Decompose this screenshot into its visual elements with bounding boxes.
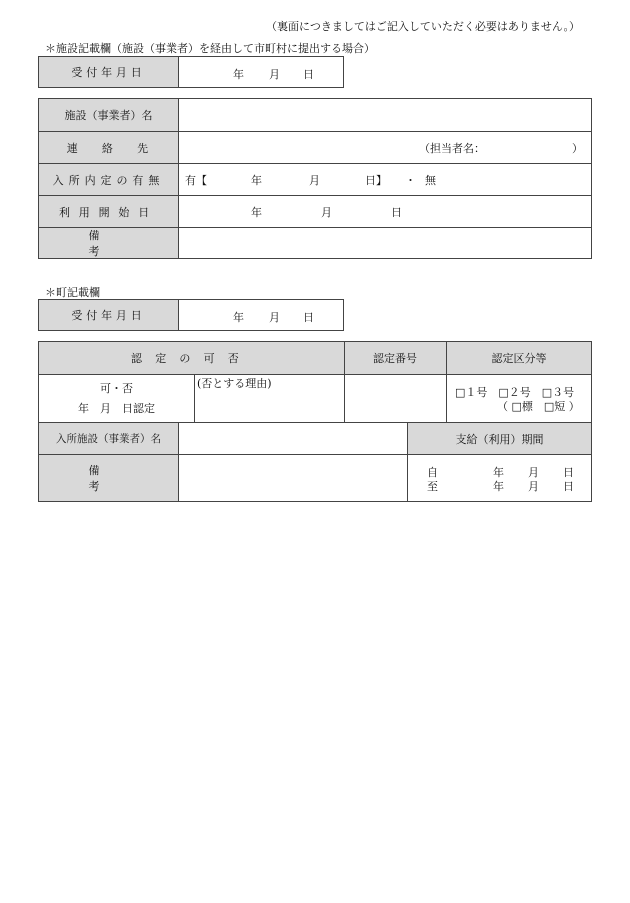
admission-yes: 有【 (185, 174, 207, 187)
period-from: 自 (427, 466, 438, 479)
start-date-label: 利用開始日 (39, 196, 179, 227)
receipt-day: 日 (303, 68, 314, 81)
facility-receipt-label: 受付年月日 (39, 57, 179, 87)
admission-dot: ・ (405, 174, 416, 187)
facility-name-label: 施設（事業者）名 (39, 99, 179, 131)
period-to-year: 年 (493, 480, 504, 493)
start-day: 日 (391, 206, 402, 219)
period-from-day: 日 (563, 466, 574, 479)
remarks-label: 備考 (39, 228, 179, 258)
town-receipt-date-box (38, 299, 344, 331)
start-month: 月 (321, 206, 332, 219)
town-receipt-year: 年 (233, 311, 244, 324)
approval-date-line: 年 月 日認定 (78, 402, 155, 415)
period-from-month: 月 (528, 466, 539, 479)
admission-no: 無 (425, 174, 436, 187)
contact-person-label: （担当者名： (419, 142, 485, 155)
town-section-title: ＊町記載欄 (45, 286, 100, 299)
category-line2: （ □標 □短 ） (497, 400, 580, 413)
period-to: 至 (427, 480, 438, 493)
facility-section-title: ＊施設記載欄（施設（事業者）を経由して市町村に提出する場合） (45, 42, 375, 55)
rejection-reason-label: (否とする理由) (197, 377, 272, 390)
town-receipt-day: 日 (303, 311, 314, 324)
admission-day: 日】 (365, 174, 387, 187)
admission-month: 月 (309, 174, 320, 187)
facility-name-label-town: 入所施設（事業者）名 (56, 433, 161, 445)
period-to-month: 月 (528, 480, 539, 493)
admission-year: 年 (251, 174, 262, 187)
period-label: 支給（利用）期間 (455, 432, 544, 446)
facility-receipt-date-box (38, 56, 344, 88)
start-year: 年 (251, 206, 262, 219)
receipt-year: 年 (233, 68, 244, 81)
contact-label: 連絡先 (39, 132, 179, 163)
town-receipt-month: 月 (269, 311, 280, 324)
cert-category-header: 認定区分等 (491, 352, 547, 365)
period-to-day: 日 (563, 480, 574, 493)
contact-close: ） (572, 142, 583, 155)
town-receipt-label: 受付年月日 (39, 300, 179, 330)
category-line1: □１号 □２号 □３号 (455, 386, 575, 399)
period-from-year: 年 (493, 466, 504, 479)
header-note: （裏面につきましてはご記入していただく必要はありません。） (266, 20, 580, 33)
town-approval-table (38, 341, 592, 502)
approval-yes-no: 可・否 (100, 382, 133, 395)
cert-number-header: 認定番号 (373, 352, 417, 365)
remarks-label-town: 備考 (88, 464, 149, 493)
receipt-month: 月 (269, 68, 280, 81)
admission-label: 入所内定の有無 (39, 164, 179, 195)
facility-info-table (38, 98, 592, 259)
approval-header: 認定の可否 (131, 352, 252, 365)
